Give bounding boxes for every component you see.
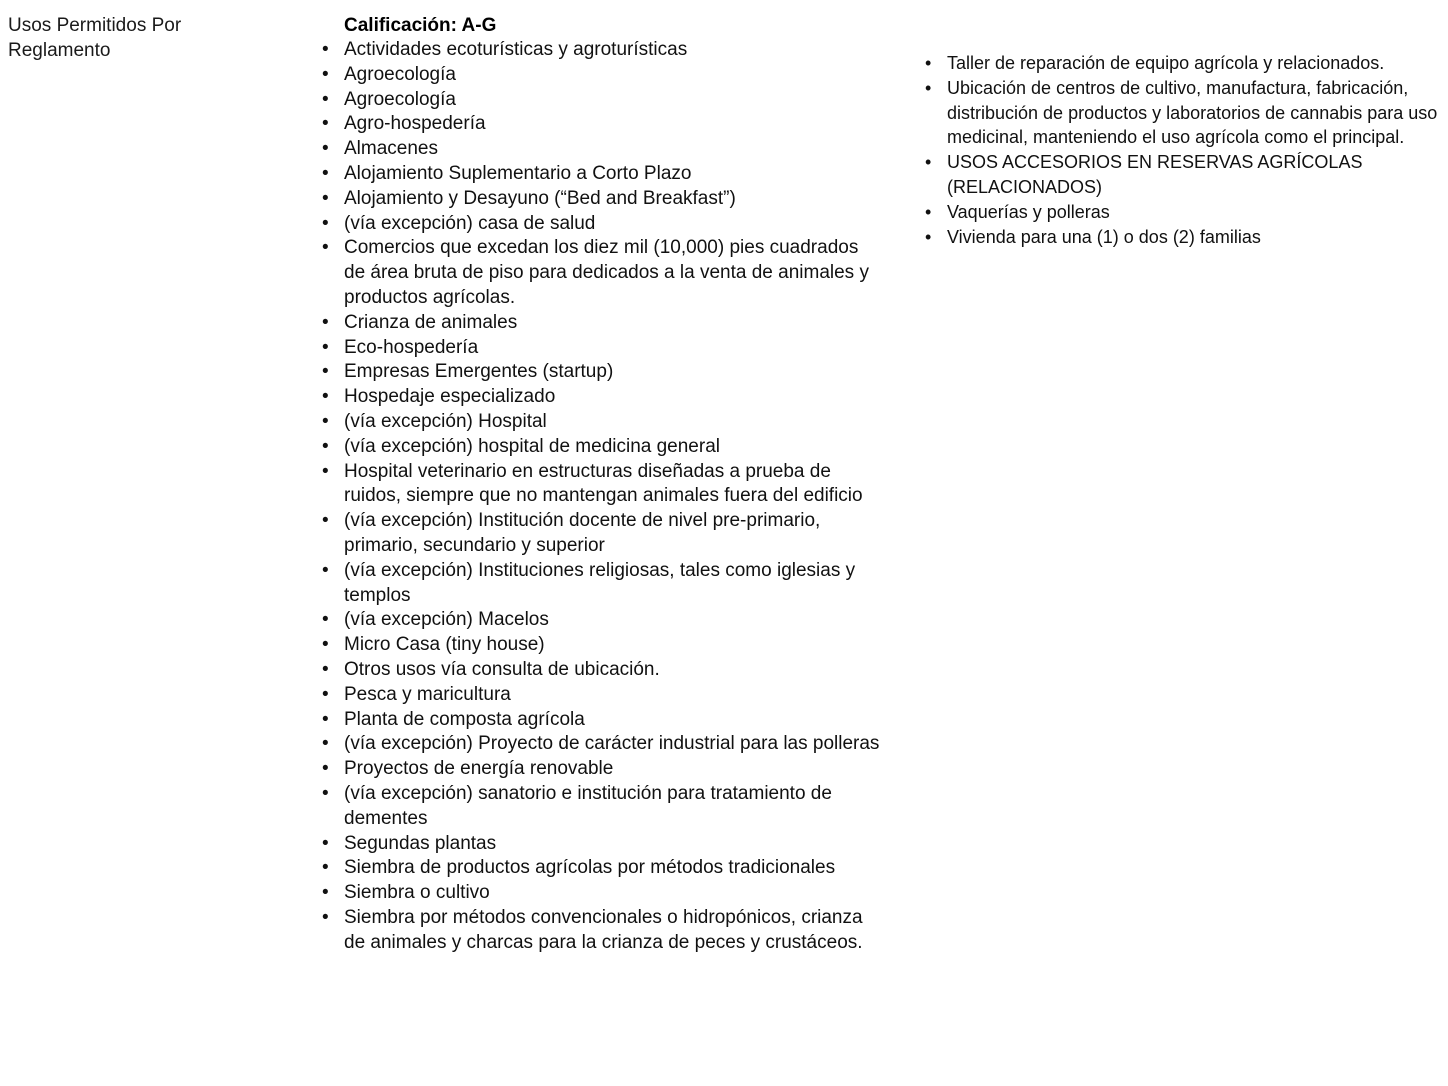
list-item: • Empresas Emergentes (startup) <box>320 360 880 385</box>
list-item: • (vía excepción) sanatorio e institución para tratamiento de dementes <box>320 782 880 832</box>
list-item: • Eco-hospedería <box>320 336 880 361</box>
list-item: • Micro Casa (tiny house) <box>320 633 880 658</box>
list-item: • Agroecología <box>320 63 880 88</box>
list-item: • Agro-hospedería <box>320 112 880 137</box>
list-item: • Siembra por métodos convencionales o hidropónicos, crianza de animales y charcas para la crianza de peces y crustáceos. <box>320 906 880 956</box>
permitted-uses-list-continued <box>923 51 1443 249</box>
list-item: • Siembra o cultivo <box>320 881 880 906</box>
list-item: • (vía excepción) Proyecto de carácter industrial para las polleras <box>320 732 880 757</box>
list-item: • Hospedaje especializado <box>320 385 880 410</box>
classification-heading: Calificación: A-G <box>344 15 497 36</box>
list-item: • Segundas plantas <box>320 832 880 857</box>
list-item: • Siembra de productos agrícolas por métodos tradicionales <box>320 856 880 881</box>
list-item: • Otros usos vía consulta de ubicación. <box>320 658 880 683</box>
list-item: • Alojamiento Suplementario a Corto Plazo <box>320 162 880 187</box>
list-item: • Vaquerías y polleras <box>923 200 1443 225</box>
list-item: • Actividades ecoturísticas y agroturísticas <box>320 38 880 63</box>
list-item: • USOS ACCESORIOS EN RESERVAS AGRÍCOLAS (RELACIONADOS) <box>923 150 1443 200</box>
list-item: • (vía excepción) Hospital <box>320 410 880 435</box>
list-item: • Agroecología <box>320 88 880 113</box>
list-item: • Planta de composta agrícola <box>320 708 880 733</box>
list-item: • (vía excepción) hospital de medicina general <box>320 435 880 460</box>
list-item: • Pesca y maricultura <box>320 683 880 708</box>
list-item: • (vía excepción) Institución docente de nivel pre-primario, primario, secundario y superior <box>320 509 880 559</box>
list-item: • Almacenes <box>320 137 880 162</box>
list-item: • (vía excepción) Macelos <box>320 608 880 633</box>
list-item: • Proyectos de energía renovable <box>320 757 880 782</box>
permitted-uses-list <box>320 38 880 955</box>
permitted-uses-column-1 <box>320 13 880 955</box>
list-item: • Hospital veterinario en estructuras diseñadas a prueba de ruidos, siempre que no mantengan animales fuera del edificio <box>320 460 880 510</box>
list-item: • Vivienda para una (1) o dos (2) familias <box>923 225 1443 250</box>
row-label: Usos Permitidos Por Reglamento <box>8 15 182 61</box>
list-item: • Taller de reparación de equipo agrícola y relacionados. <box>923 51 1443 76</box>
permitted-uses-column-2 <box>923 51 1443 249</box>
list-item: • Alojamiento y Desayuno (“Bed and Breakfast”) <box>320 187 880 212</box>
list-item: • (vía excepción) Instituciones religiosas, tales como iglesias y templos <box>320 559 880 609</box>
list-item: • Ubicación de centros de cultivo, manufactura, fabricación, distribución de productos y laboratorios de cannabis para uso medicinal, manteniendo el uso agrícola como el principal. <box>923 76 1443 150</box>
list-item: • Crianza de animales <box>320 311 880 336</box>
list-item: • Comercios que excedan los diez mil (10,000) pies cuadrados de área bruta de piso para dedicados a la venta de animales y productos agrícolas. <box>320 236 880 310</box>
list-item: • (vía excepción) casa de salud <box>320 212 880 237</box>
